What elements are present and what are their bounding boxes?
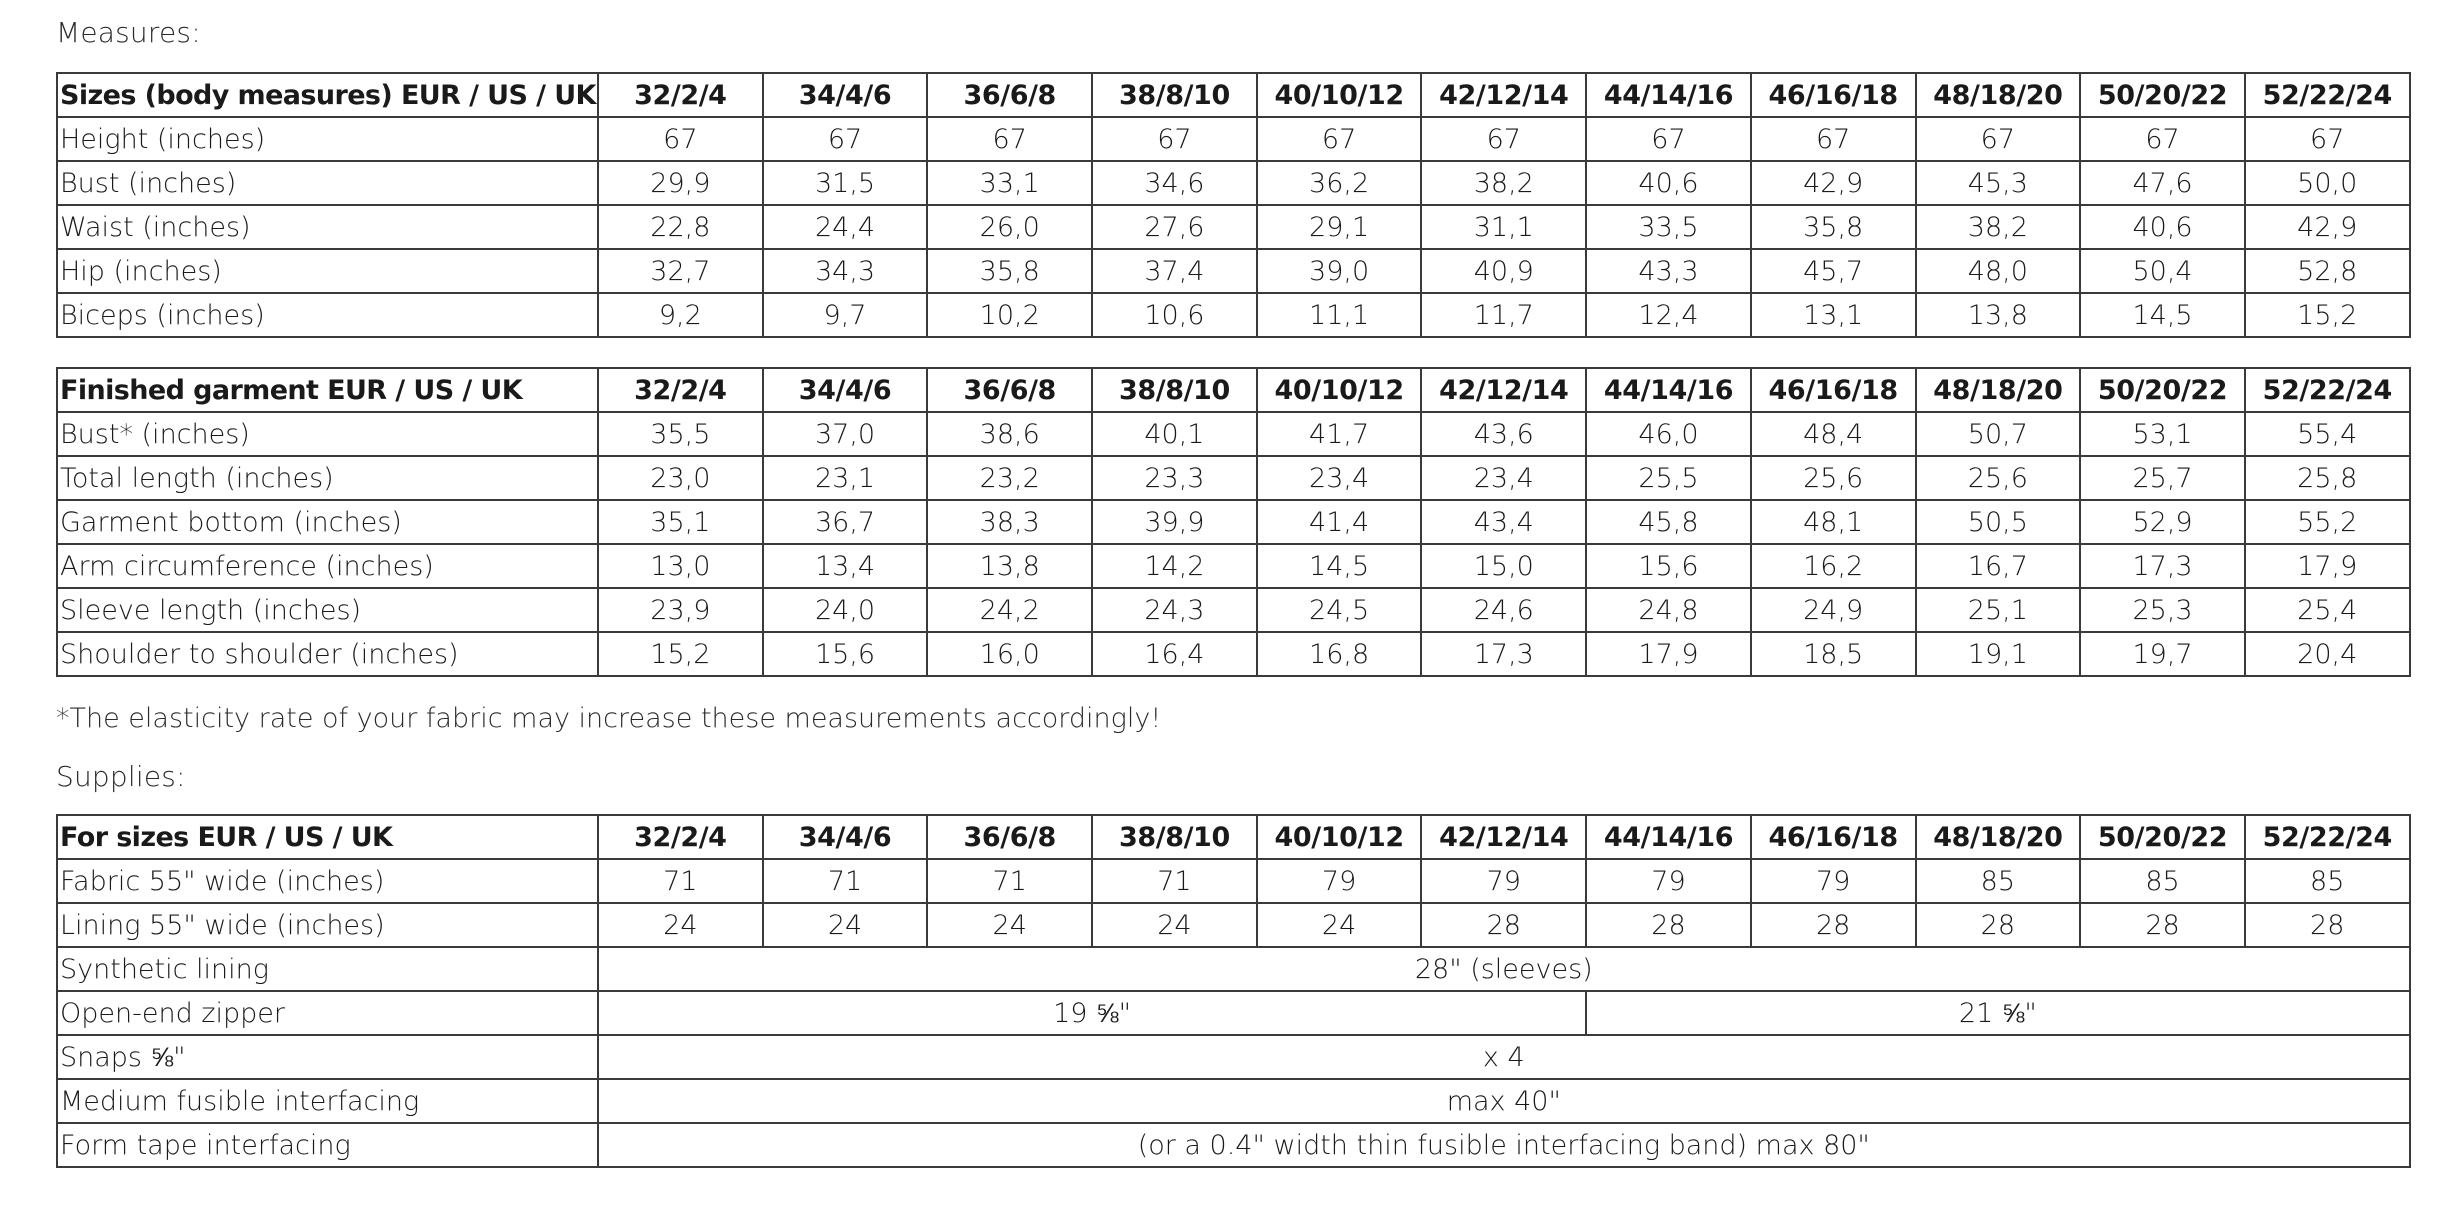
cell-value: 37,4 xyxy=(1092,249,1257,293)
cell-value: 39,9 xyxy=(1092,500,1257,544)
cell-value: 53,1 xyxy=(2080,412,2245,456)
cell-value: 48,1 xyxy=(1751,500,1916,544)
cell-value: 45,3 xyxy=(1916,161,2081,205)
cell-value: 11,1 xyxy=(1257,293,1422,337)
cell-value: 9,7 xyxy=(763,293,928,337)
fabric-row xyxy=(57,859,2410,903)
row-label: Open-end zipper xyxy=(57,991,598,1035)
cell-value: 38,2 xyxy=(1421,161,1586,205)
row-label: Total length (inches) xyxy=(57,456,598,500)
size-header: 46/16/18 xyxy=(1751,815,1916,859)
cell-value: 35,8 xyxy=(1751,205,1916,249)
size-header: 50/20/22 xyxy=(2080,73,2245,117)
size-header: 32/2/4 xyxy=(598,368,763,412)
cell-value: 67 xyxy=(1257,117,1422,161)
cell-value: 33,5 xyxy=(1586,205,1751,249)
row-label: Synthetic lining xyxy=(57,947,598,991)
cell-value: 24,2 xyxy=(927,588,1092,632)
cell-value: 23,4 xyxy=(1421,456,1586,500)
cell-value: 24,9 xyxy=(1751,588,1916,632)
cell-value: 14,5 xyxy=(1257,544,1422,588)
cell-value: 33,1 xyxy=(927,161,1092,205)
cell-value: 24,5 xyxy=(1257,588,1422,632)
cell-value: 29,9 xyxy=(598,161,763,205)
row-label: Sleeve length (inches) xyxy=(57,588,598,632)
body-measures-table xyxy=(56,72,2411,338)
cell-value: 47,6 xyxy=(2080,161,2245,205)
cell-value: 67 xyxy=(1092,117,1257,161)
elasticity-note: *The elasticity rate of your fabric may increase these measurements accordingly! xyxy=(56,703,1162,734)
cell-value: 48,4 xyxy=(1751,412,1916,456)
cell-value: 50,5 xyxy=(1916,500,2081,544)
cell-value: 28 xyxy=(2080,903,2245,947)
size-header: 44/14/16 xyxy=(1586,368,1751,412)
lining-row xyxy=(57,903,2410,947)
cell-value: 79 xyxy=(1421,859,1586,903)
cell-value: 23,1 xyxy=(763,456,928,500)
cell-value: 9,2 xyxy=(598,293,763,337)
cell-value: 13,1 xyxy=(1751,293,1916,337)
cell-value: 17,9 xyxy=(1586,632,1751,676)
cell-value: 28 xyxy=(2245,903,2410,947)
cell-value: 24 xyxy=(763,903,928,947)
size-header: 32/2/4 xyxy=(598,815,763,859)
cell-value: 11,7 xyxy=(1421,293,1586,337)
cell-value: 67 xyxy=(1751,117,1916,161)
cell-value: 24,4 xyxy=(763,205,928,249)
size-header: 48/18/20 xyxy=(1916,815,2081,859)
size-header: 48/18/20 xyxy=(1916,368,2081,412)
row-label: Biceps (inches) xyxy=(57,293,598,337)
cell-value: 24,8 xyxy=(1586,588,1751,632)
supplies-header-row xyxy=(57,815,2410,859)
row-header: For sizes EUR / US / UK xyxy=(57,815,598,859)
cell-value: max 40" xyxy=(598,1079,2410,1123)
cell-value: 10,2 xyxy=(927,293,1092,337)
cell-value: 79 xyxy=(1586,859,1751,903)
cell-value: 25,6 xyxy=(1751,456,1916,500)
body-header-row xyxy=(57,73,2410,117)
cell-value: 24 xyxy=(927,903,1092,947)
cell-value: 50,0 xyxy=(2245,161,2410,205)
cell-value: 48,0 xyxy=(1916,249,2081,293)
cell-value: 67 xyxy=(763,117,928,161)
cell-value: 15,2 xyxy=(598,632,763,676)
cell-value: 25,6 xyxy=(1916,456,2081,500)
table-row xyxy=(57,205,2410,249)
size-header: 46/16/18 xyxy=(1751,73,1916,117)
cell-value: 10,6 xyxy=(1092,293,1257,337)
cell-value: 13,8 xyxy=(1916,293,2081,337)
cell-value: 27,6 xyxy=(1092,205,1257,249)
cell-value: 79 xyxy=(1751,859,1916,903)
cell-value: 13,8 xyxy=(927,544,1092,588)
measures-heading: Measures: xyxy=(56,16,201,49)
cell-value: 52,8 xyxy=(2245,249,2410,293)
cell-value: 16,7 xyxy=(1916,544,2081,588)
cell-value: 19,1 xyxy=(1916,632,2081,676)
size-header: 40/10/12 xyxy=(1257,368,1422,412)
cell-value: 34,3 xyxy=(763,249,928,293)
cell-value: 41,4 xyxy=(1257,500,1422,544)
cell-value: 85 xyxy=(2080,859,2245,903)
row-header: Finished garment EUR / US / UK xyxy=(57,368,598,412)
cell-value: 19,7 xyxy=(2080,632,2245,676)
cell-value: 38,2 xyxy=(1916,205,2081,249)
cell-value: 17,9 xyxy=(2245,544,2410,588)
supplies-heading: Supplies: xyxy=(56,760,186,793)
cell-value: 67 xyxy=(2080,117,2245,161)
cell-value: 37,0 xyxy=(763,412,928,456)
size-header: 50/20/22 xyxy=(2080,815,2245,859)
cell-value: 19 ⅝" xyxy=(598,991,1586,1035)
size-header: 36/6/8 xyxy=(927,368,1092,412)
cell-value: 35,5 xyxy=(598,412,763,456)
cell-value: 17,3 xyxy=(1421,632,1586,676)
cell-value: 45,8 xyxy=(1586,500,1751,544)
cell-value: 24 xyxy=(1092,903,1257,947)
cell-value: 24 xyxy=(598,903,763,947)
cell-value: 17,3 xyxy=(2080,544,2245,588)
cell-value: 15,2 xyxy=(2245,293,2410,337)
cell-value: 38,6 xyxy=(927,412,1092,456)
row-header: Sizes (body measures) EUR / US / UK xyxy=(57,73,598,117)
size-header: 42/12/14 xyxy=(1421,368,1586,412)
size-header: 52/22/24 xyxy=(2245,368,2410,412)
table-row xyxy=(57,544,2410,588)
cell-value: 71 xyxy=(1092,859,1257,903)
row-label: Garment bottom (inches) xyxy=(57,500,598,544)
table-row xyxy=(57,632,2410,676)
size-header: 36/6/8 xyxy=(927,815,1092,859)
cell-value: 18,5 xyxy=(1751,632,1916,676)
size-header: 38/8/10 xyxy=(1092,368,1257,412)
garment-header-row xyxy=(57,368,2410,412)
interfacing-row xyxy=(57,1079,2410,1123)
finished-garment-table xyxy=(56,367,2411,677)
cell-value: 23,4 xyxy=(1257,456,1422,500)
table-row xyxy=(57,588,2410,632)
cell-value: 35,8 xyxy=(927,249,1092,293)
size-header: 36/6/8 xyxy=(927,73,1092,117)
row-label: Fabric 55" wide (inches) xyxy=(57,859,598,903)
cell-value: 15,0 xyxy=(1421,544,1586,588)
table-row xyxy=(57,293,2410,337)
cell-value: 28 xyxy=(1421,903,1586,947)
cell-value: x 4 xyxy=(598,1035,2410,1079)
size-header: 40/10/12 xyxy=(1257,73,1422,117)
cell-value: 43,6 xyxy=(1421,412,1586,456)
cell-value: 23,9 xyxy=(598,588,763,632)
cell-value: 46,0 xyxy=(1586,412,1751,456)
cell-value: 43,3 xyxy=(1586,249,1751,293)
row-label: Bust (inches) xyxy=(57,161,598,205)
cell-value: 55,2 xyxy=(2245,500,2410,544)
cell-value: 15,6 xyxy=(763,632,928,676)
cell-value: 28 xyxy=(1751,903,1916,947)
cell-value: 28 xyxy=(1916,903,2081,947)
cell-value: 16,2 xyxy=(1751,544,1916,588)
cell-value: 13,0 xyxy=(598,544,763,588)
cell-value: 15,6 xyxy=(1586,544,1751,588)
cell-value: 24 xyxy=(1257,903,1422,947)
row-label: Height (inches) xyxy=(57,117,598,161)
cell-value: 40,6 xyxy=(1586,161,1751,205)
size-header: 38/8/10 xyxy=(1092,815,1257,859)
cell-value: 25,7 xyxy=(2080,456,2245,500)
size-header: 44/14/16 xyxy=(1586,815,1751,859)
zipper-row xyxy=(57,991,2410,1035)
table-row xyxy=(57,456,2410,500)
snaps-row xyxy=(57,1035,2410,1079)
size-header: 34/4/6 xyxy=(763,368,928,412)
size-header: 52/22/24 xyxy=(2245,73,2410,117)
cell-value: 85 xyxy=(1916,859,2081,903)
cell-value: 21 ⅝" xyxy=(1586,991,2409,1035)
cell-value: 23,3 xyxy=(1092,456,1257,500)
row-label: Snaps ⅝" xyxy=(57,1035,598,1079)
cell-value: 42,9 xyxy=(1751,161,1916,205)
cell-value: 28" (sleeves) xyxy=(598,947,2410,991)
size-header: 46/16/18 xyxy=(1751,368,1916,412)
cell-value: 24,0 xyxy=(763,588,928,632)
size-header: 44/14/16 xyxy=(1586,73,1751,117)
cell-value: 25,3 xyxy=(2080,588,2245,632)
cell-value: 20,4 xyxy=(2245,632,2410,676)
cell-value: 25,5 xyxy=(1586,456,1751,500)
cell-value: 67 xyxy=(1421,117,1586,161)
cell-value: 23,0 xyxy=(598,456,763,500)
cell-value: 14,5 xyxy=(2080,293,2245,337)
row-label: Hip (inches) xyxy=(57,249,598,293)
cell-value: 55,4 xyxy=(2245,412,2410,456)
size-header: 40/10/12 xyxy=(1257,815,1422,859)
cell-value: 12,4 xyxy=(1586,293,1751,337)
cell-value: 14,2 xyxy=(1092,544,1257,588)
synthetic-lining-row xyxy=(57,947,2410,991)
cell-value: 26,0 xyxy=(927,205,1092,249)
cell-value: 25,1 xyxy=(1916,588,2081,632)
size-header: 34/4/6 xyxy=(763,815,928,859)
size-header: 34/4/6 xyxy=(763,73,928,117)
cell-value: 31,1 xyxy=(1421,205,1586,249)
cell-value: 36,7 xyxy=(763,500,928,544)
cell-value: 32,7 xyxy=(598,249,763,293)
cell-value: 85 xyxy=(2245,859,2410,903)
size-header: 32/2/4 xyxy=(598,73,763,117)
cell-value: 34,6 xyxy=(1092,161,1257,205)
cell-value: 43,4 xyxy=(1421,500,1586,544)
size-header: 42/12/14 xyxy=(1421,815,1586,859)
cell-value: 25,4 xyxy=(2245,588,2410,632)
cell-value: 35,1 xyxy=(598,500,763,544)
cell-value: 29,1 xyxy=(1257,205,1422,249)
row-label: Lining 55" wide (inches) xyxy=(57,903,598,947)
row-label: Shoulder to shoulder (inches) xyxy=(57,632,598,676)
cell-value: 22,8 xyxy=(598,205,763,249)
cell-value: 50,4 xyxy=(2080,249,2245,293)
table-row xyxy=(57,117,2410,161)
cell-value: 28 xyxy=(1586,903,1751,947)
cell-value: 25,8 xyxy=(2245,456,2410,500)
cell-value: 71 xyxy=(927,859,1092,903)
row-label: Waist (inches) xyxy=(57,205,598,249)
cell-value: 67 xyxy=(927,117,1092,161)
cell-value: 67 xyxy=(1586,117,1751,161)
cell-value: 52,9 xyxy=(2080,500,2245,544)
size-header: 52/22/24 xyxy=(2245,815,2410,859)
cell-value: 24,6 xyxy=(1421,588,1586,632)
cell-value: 31,5 xyxy=(763,161,928,205)
row-label: Bust* (inches) xyxy=(57,412,598,456)
form-tape-row xyxy=(57,1123,2410,1167)
supplies-table xyxy=(56,814,2411,1168)
cell-value: 71 xyxy=(763,859,928,903)
cell-value: 23,2 xyxy=(927,456,1092,500)
cell-value: 38,3 xyxy=(927,500,1092,544)
cell-value: 67 xyxy=(1916,117,2081,161)
cell-value: 40,6 xyxy=(2080,205,2245,249)
row-label: Arm circumference (inches) xyxy=(57,544,598,588)
cell-value: 39,0 xyxy=(1257,249,1422,293)
cell-value: 13,4 xyxy=(763,544,928,588)
cell-value: 40,1 xyxy=(1092,412,1257,456)
size-header: 38/8/10 xyxy=(1092,73,1257,117)
cell-value: 67 xyxy=(2245,117,2410,161)
cell-value: 79 xyxy=(1257,859,1422,903)
row-label: Form tape interfacing xyxy=(57,1123,598,1167)
size-header: 42/12/14 xyxy=(1421,73,1586,117)
cell-value: 40,9 xyxy=(1421,249,1586,293)
cell-value: 67 xyxy=(598,117,763,161)
cell-value: 16,8 xyxy=(1257,632,1422,676)
table-row xyxy=(57,500,2410,544)
cell-value: 50,7 xyxy=(1916,412,2081,456)
table-row xyxy=(57,161,2410,205)
cell-value: 71 xyxy=(598,859,763,903)
cell-value: 16,0 xyxy=(927,632,1092,676)
table-row xyxy=(57,412,2410,456)
cell-value: 24,3 xyxy=(1092,588,1257,632)
row-label: Medium fusible interfacing xyxy=(57,1079,598,1123)
size-header: 50/20/22 xyxy=(2080,368,2245,412)
cell-value: 16,4 xyxy=(1092,632,1257,676)
size-header: 48/18/20 xyxy=(1916,73,2081,117)
cell-value: 36,2 xyxy=(1257,161,1422,205)
cell-value: 45,7 xyxy=(1751,249,1916,293)
table-row xyxy=(57,249,2410,293)
cell-value: (or a 0.4" width thin fusible interfacing band) max 80" xyxy=(598,1123,2410,1167)
cell-value: 41,7 xyxy=(1257,412,1422,456)
cell-value: 42,9 xyxy=(2245,205,2410,249)
